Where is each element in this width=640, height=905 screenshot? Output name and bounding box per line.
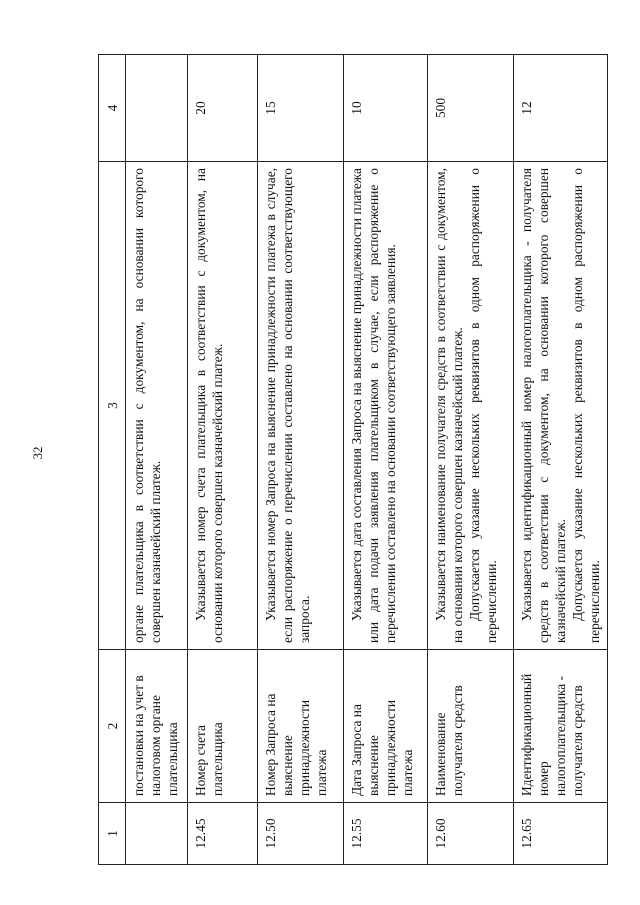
description-paragraph: Указывается идентификационный номер налогоплательщика - получателя средств в соответствии с документом, на основании которого совершен казначейский платеж. — [519, 168, 568, 643]
table-row — [344, 55, 428, 865]
description-paragraph: Указывается номер Запроса на выяснение принадлежности платежа в случае, если распоряжение о перечислении составлено на основании соответствующего запроса. — [263, 168, 312, 643]
row-description — [188, 162, 258, 650]
row-value: 20 — [188, 55, 258, 162]
table-row — [514, 55, 608, 865]
table-row — [428, 55, 514, 865]
row-code: 12.50 — [258, 803, 344, 865]
row-value: 10 — [344, 55, 428, 162]
description-paragraph: Указывается номер счета плательщика в соответствии с документом, на основании которого совершен казначейский платеж. — [193, 168, 225, 643]
description-paragraph: Допускается указание нескольких реквизитов в одном распоряжении о перечислении. — [467, 168, 499, 643]
row-code — [126, 803, 188, 865]
row-name: Дата Запроса на выяснение принадлежности платежа — [344, 650, 428, 803]
row-code: 12.60 — [428, 803, 514, 865]
header-row — [99, 55, 126, 865]
row-code: 12.55 — [344, 803, 428, 865]
row-value: 500 — [428, 55, 514, 162]
rotated-page-content — [98, 55, 602, 865]
description-paragraph: Указывается наименование получателя средств в соответствии с документом, на основании которого совершен казначейский платеж. — [433, 168, 465, 643]
row-name: Номер счета плательщика — [188, 650, 258, 803]
row-name: Номер Запроса на выяснение принадлежности платежа — [258, 650, 344, 803]
description-paragraph: Указывается дата составления Запроса на выяснение принадлежности платежа или дата подачи заявления плательщиком в случае, если распоряжение о перечислении составлено на основании соответствующего заявления. — [349, 168, 398, 643]
page-number: 32 — [30, 446, 45, 460]
row-description — [258, 162, 344, 650]
description-paragraph: Допускается указание нескольких реквизитов в одном распоряжении о перечислении. — [570, 168, 602, 643]
column-header-1: 1 — [99, 803, 126, 865]
table-row — [188, 55, 258, 865]
row-name: постановки на учет в налоговом органе плательщика — [126, 650, 188, 803]
row-code: 12.45 — [188, 803, 258, 865]
table-row — [258, 55, 344, 865]
table-row — [126, 55, 188, 865]
row-name: Идентификационный номер налогоплательщика - получателя средств — [514, 650, 608, 803]
row-name: Наименование получателя средств — [428, 650, 514, 803]
requisites-table — [98, 54, 608, 865]
row-description — [126, 162, 188, 650]
column-header-4: 4 — [99, 55, 126, 162]
row-description — [344, 162, 428, 650]
row-value — [126, 55, 188, 162]
row-description — [428, 162, 514, 650]
column-header-3: 3 — [99, 162, 126, 650]
row-code: 12.65 — [514, 803, 608, 865]
row-description — [514, 162, 608, 650]
row-value: 15 — [258, 55, 344, 162]
row-value: 12 — [514, 55, 608, 162]
description-paragraph: органе плательщика в соответствии с документом, на основании которого совершен казначейский платеж. — [131, 168, 163, 643]
column-header-2: 2 — [99, 650, 126, 803]
